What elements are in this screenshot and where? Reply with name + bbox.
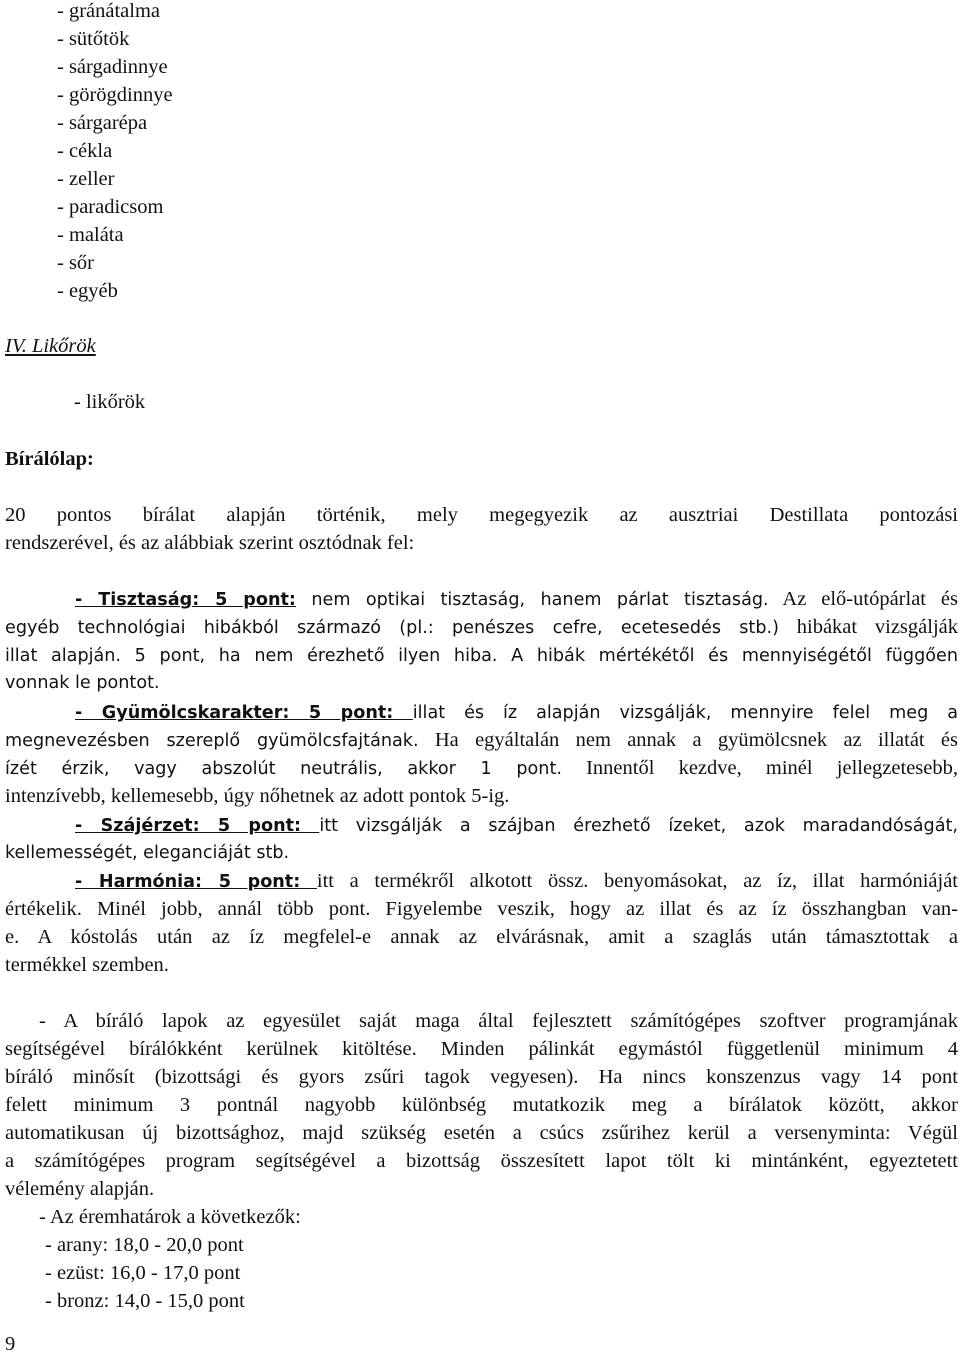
criterion-label: - Tisztaság: 5 pont: [75,590,296,610]
paragraph-line: - A bíráló lapok az egyesület saját maga által fejlesztett számítógépes szoftver programjának [39,1010,958,1032]
criterion-text: illat és íz alapján vizsgálják, mennyire felel meg a [412,703,958,723]
list-item: - sárgadinnye [57,56,168,78]
paragraph-line: bíráló minősít (bizottsági és gyors zsűri tagok vegyesen). Ha nincs konszenzus vagy 14 pont [5,1066,958,1088]
paragraph-line: automatikusan új bizottsághoz, majd szükség esetén a csúcs zsűrihez kerül a versenyminta: Végül [5,1122,958,1144]
list-item: - zeller [57,168,115,190]
criterion-text: egyéb technológiai hibákból származó (pl.: penészes cefre, ecetesedés stb.) [5,618,779,638]
criterion-tisztasag-line [5,641,958,669]
list-item: - sütőtök [57,28,130,50]
criterion-text: vonnak le pontot. [5,673,160,693]
criterion-text: értékelik. Minél jobb, annál több pont. Figyelembe veszik, hogy az illat és az íz összhangban van- [5,898,958,920]
paragraph-line: felett minimum 3 pontnál nagyobb különbség mutatkozik meg a bírálatok között, akkor [5,1094,958,1116]
criterion-text: itt a termékről alkotott össz. benyomásokat, az íz, illat harmóniáját [316,870,958,892]
criterion-text: intenzívebb, kellemesebb, úgy nőhetnek az adott pontok 5-ig. [5,785,510,807]
criterion-text: ízét érzik, vagy abszolút neutrális, akkor 1 pont. [5,759,562,779]
criterion-tisztasag-line [5,613,958,641]
section-heading: IV. Likőrök [5,335,96,357]
list-item: - görögdinnye [57,84,173,106]
criterion-harmonia-line [5,867,958,895]
criterion-text: Ha egyáltalán nem annak a gyümölcsnek az illatát és [418,729,958,751]
paragraph-line: a számítógépes program segítségével a bizottság összesített lapot tölt ki mintánként, egyeztetett [5,1150,958,1172]
criterion-label: - Gyümölcskarakter: 5 pont: [75,703,413,723]
intro-line: 20 pontos bírálat alapján történik, mely megegyezik az ausztriai Destillata pontozási [5,504,958,526]
medals-heading: - Az éremhatárok a következők: [39,1206,301,1228]
paragraph-line: segítségével bírálókként kerülnek kitöltése. Minden pálinkát egymástól függetlenül minimum 4 [5,1038,958,1060]
paragraph-line: vélemény alapján. [5,1178,155,1200]
intro-line: rendszerével, és az alábbiak szerint osztódnak fel: [5,532,415,554]
list-item: - egyéb [57,280,118,302]
criterion-text: illat alapján. 5 pont, ha nem érezhető ilyen hiba. [5,646,498,666]
list-item: - sárgarépa [57,112,148,134]
criterion-text: Innentől kezdve, minél jellegzetesebb, [561,757,958,779]
criterion-text: itt vizsgálják a szájban érezhető ízeket, azok maradandóságát, [319,816,958,836]
criterion-text: A hibák mértékétől és mennyiségétől függően [497,646,958,666]
criterion-gyumolcs-line [5,726,958,754]
criterion-label: - Szájérzet: 5 pont: [75,816,320,836]
list-item: - gránátalma [57,0,161,22]
medal-item: - arany: 18,0 - 20,0 pont [45,1234,244,1256]
criterion-tisztasag-line [5,585,958,613]
list-item: - cékla [57,140,113,162]
criterion-text: megnevezésben szereplő gyümölcsfajtának. [5,731,419,751]
list-item: - paradicsom [57,196,164,218]
rating-heading: Bírálólap: [5,448,94,470]
criterion-text: nem optikai tisztaság, hanem párlat tisztaság. [295,590,769,610]
list-item: - sőr [57,252,95,274]
criterion-text: termékkel szemben. [5,954,169,976]
page-number: 9 [5,1333,16,1355]
criterion-text: Az elő-utópárlat és [768,588,958,610]
medal-item: - bronz: 14,0 - 15,0 pont [45,1290,245,1312]
list-item: - maláta [57,224,124,246]
criterion-text: kellemességét, eleganciáját stb. [5,843,290,863]
criterion-label: - Harmónia: 5 pont: [75,872,317,892]
medal-item: - ezüst: 16,0 - 17,0 pont [45,1262,241,1284]
criterion-gyumolcs-line [5,698,958,726]
criterion-szajerzet-line [5,811,958,839]
criterion-text: hibákat vizsgálják [778,616,958,638]
criterion-gyumolcs-line [5,754,958,782]
criterion-text: e. A kóstolás után az íz megfelel-e annak az elvárásnak, amit a szaglás után támasztottak a [5,926,958,948]
section-item: - likőrök [74,391,146,413]
